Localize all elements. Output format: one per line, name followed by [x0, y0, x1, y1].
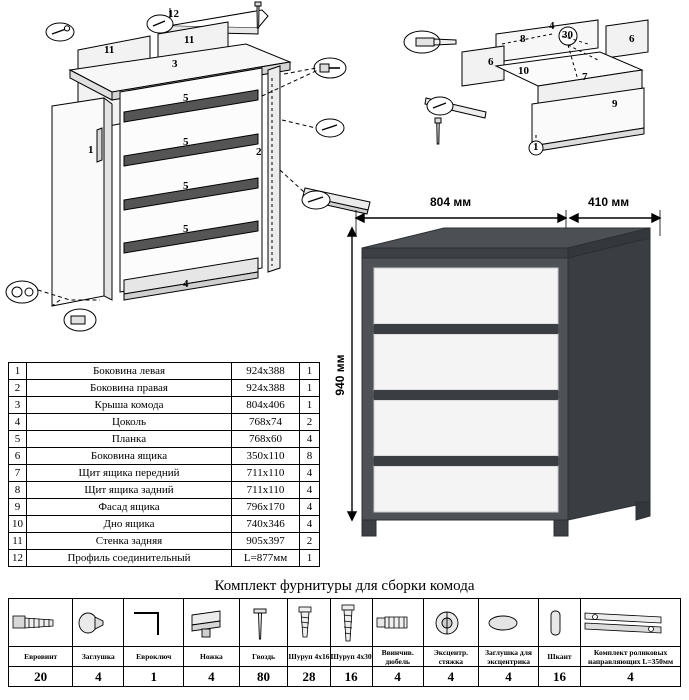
hardware-qty: 20 [9, 667, 73, 687]
part-number: 12 [9, 550, 27, 567]
table-row [9, 414, 320, 431]
part-name: Профиль соединительный [27, 550, 232, 567]
table-row [9, 533, 320, 550]
hardware-name: Ножка [184, 647, 239, 667]
hardware-qty: 4 [372, 667, 423, 687]
part-size: L=877мм [232, 550, 300, 567]
depth-dimension-label: 410 мм [588, 195, 630, 209]
hardware-qty: 4 [581, 667, 681, 687]
table-row [9, 482, 320, 499]
hardware-qty: 16 [538, 667, 580, 687]
hardware-name: Шкант [538, 647, 580, 667]
hardware-qty: 4 [423, 667, 478, 687]
callout-3: 3 [172, 58, 178, 70]
part-number: 2 [9, 380, 27, 397]
part-name: Щит ящика передний [27, 465, 232, 482]
part-size: 796х170 [232, 499, 300, 516]
part-qty: 4 [300, 482, 320, 499]
part-name: Дно ящика [27, 516, 232, 533]
table-row [9, 550, 320, 567]
part-qty: 4 [300, 465, 320, 482]
slide-rail-icon [581, 599, 681, 647]
cap-icon [73, 599, 124, 647]
hardware-name: Эксцентр. стяжка [423, 647, 478, 667]
callout-4: 4 [183, 278, 189, 290]
hardware-name-row [9, 647, 681, 667]
drawer-callout-6-left: 6 [488, 56, 494, 68]
hardware-name: Заглушка для эксцентрика [479, 647, 539, 667]
callout-1: 1 [88, 144, 94, 156]
part-name: Боковина левая [27, 363, 232, 380]
part-size: 740х346 [232, 516, 300, 533]
part-qty: 4 [300, 431, 320, 448]
hardware-icon-row [9, 599, 681, 647]
hardware-qty: 4 [184, 667, 239, 687]
part-qty: 4 [300, 499, 320, 516]
part-number: 7 [9, 465, 27, 482]
height-dimension-label: 940 мм [333, 354, 347, 396]
callout-12: 12 [168, 8, 179, 20]
part-qty: 1 [300, 397, 320, 414]
part-size: 905х397 [232, 533, 300, 550]
drawer-callout-9: 9 [612, 98, 618, 110]
part-name: Цоколь [27, 414, 232, 431]
part-qty: 2 [300, 414, 320, 431]
drawer-callout-6-right: 6 [629, 33, 635, 45]
dowel-pin-icon [538, 599, 580, 647]
hardware-qty: 4 [479, 667, 539, 687]
part-size: 350х110 [232, 448, 300, 465]
table-row [9, 499, 320, 516]
part-size: 924х388 [232, 363, 300, 380]
part-name: Стенка задняя [27, 533, 232, 550]
table-row [9, 397, 320, 414]
screw-4x30-icon [330, 599, 372, 647]
euro-key-icon [124, 599, 184, 647]
callout-11-right: 11 [184, 34, 195, 46]
part-number: 3 [9, 397, 27, 414]
hardware-qty: 80 [239, 667, 288, 687]
nail-icon [239, 599, 288, 647]
hardware-name: Шуруп 4х16 [288, 647, 330, 667]
hardware-name: Комплект роликовых направляющих L=350мм [581, 647, 681, 667]
screw-4x16-icon [288, 599, 330, 647]
part-name: Боковина ящика [27, 448, 232, 465]
part-number: 4 [9, 414, 27, 431]
drawer-callout-4: 4 [549, 20, 555, 32]
hardware-qty: 4 [73, 667, 124, 687]
part-number: 9 [9, 499, 27, 516]
callout-5-b: 5 [183, 136, 189, 148]
hardware-name: Заглушка [73, 647, 124, 667]
hardware-qty: 16 [330, 667, 372, 687]
part-qty: 1 [300, 550, 320, 567]
hardware-qty-row [9, 667, 681, 687]
drawer-callout-30: 30 [562, 29, 573, 41]
part-number: 10 [9, 516, 27, 533]
part-name: Боковина правая [27, 380, 232, 397]
part-qty: 1 [300, 380, 320, 397]
drawer-callout-8: 8 [520, 33, 526, 45]
part-number: 1 [9, 363, 27, 380]
euro-screw-icon [9, 599, 73, 647]
table-row [9, 516, 320, 533]
table-row [9, 363, 320, 380]
hardware-name: Евровинт [9, 647, 73, 667]
dowel-icon [372, 599, 423, 647]
drawer-assembly-diagram [392, 0, 689, 160]
hardware-name: Ввинчив. дюбель [372, 647, 423, 667]
hardware-qty: 1 [124, 667, 184, 687]
part-size: 768х74 [232, 414, 300, 431]
part-size: 711х110 [232, 465, 300, 482]
callout-5-d: 5 [183, 223, 189, 235]
drawer-callout-1: 1 [533, 141, 539, 153]
table-row [9, 431, 320, 448]
part-size: 768х60 [232, 431, 300, 448]
hardware-qty: 28 [288, 667, 330, 687]
product-dimension-drawing [330, 190, 689, 570]
drawer-callout-10: 10 [518, 65, 529, 77]
callout-11-left: 11 [104, 44, 115, 56]
table-row [9, 465, 320, 482]
cam-lock-icon [423, 599, 478, 647]
hardware-name: Шуруп 4х30 [330, 647, 372, 667]
part-qty: 4 [300, 516, 320, 533]
part-qty: 1 [300, 363, 320, 380]
width-dimension-label: 804 мм [430, 195, 472, 209]
part-size: 711х110 [232, 482, 300, 499]
part-name: Фасад ящика [27, 499, 232, 516]
part-number: 5 [9, 431, 27, 448]
leg-icon [184, 599, 239, 647]
part-size: 924х388 [232, 380, 300, 397]
hardware-name: Евроключ [124, 647, 184, 667]
drawer-callout-7: 7 [582, 71, 588, 83]
part-number: 6 [9, 448, 27, 465]
callout-2: 2 [256, 146, 262, 158]
hardware-kit-table [8, 598, 681, 687]
part-name: Щит ящика задний [27, 482, 232, 499]
part-name: Планка [27, 431, 232, 448]
part-size: 804х406 [232, 397, 300, 414]
callout-5-c: 5 [183, 180, 189, 192]
hardware-name: Гвоздь [239, 647, 288, 667]
part-number: 11 [9, 533, 27, 550]
hardware-kit-title: Комплект фурнитуры для сборки комода [214, 578, 475, 594]
parts-list-table [8, 362, 320, 567]
cam-cap-icon [479, 599, 539, 647]
part-qty: 2 [300, 533, 320, 550]
callout-5-a: 5 [183, 92, 189, 104]
part-number: 8 [9, 482, 27, 499]
table-row [9, 448, 320, 465]
table-row [9, 380, 320, 397]
part-name: Крыша комода [27, 397, 232, 414]
part-qty: 8 [300, 448, 320, 465]
